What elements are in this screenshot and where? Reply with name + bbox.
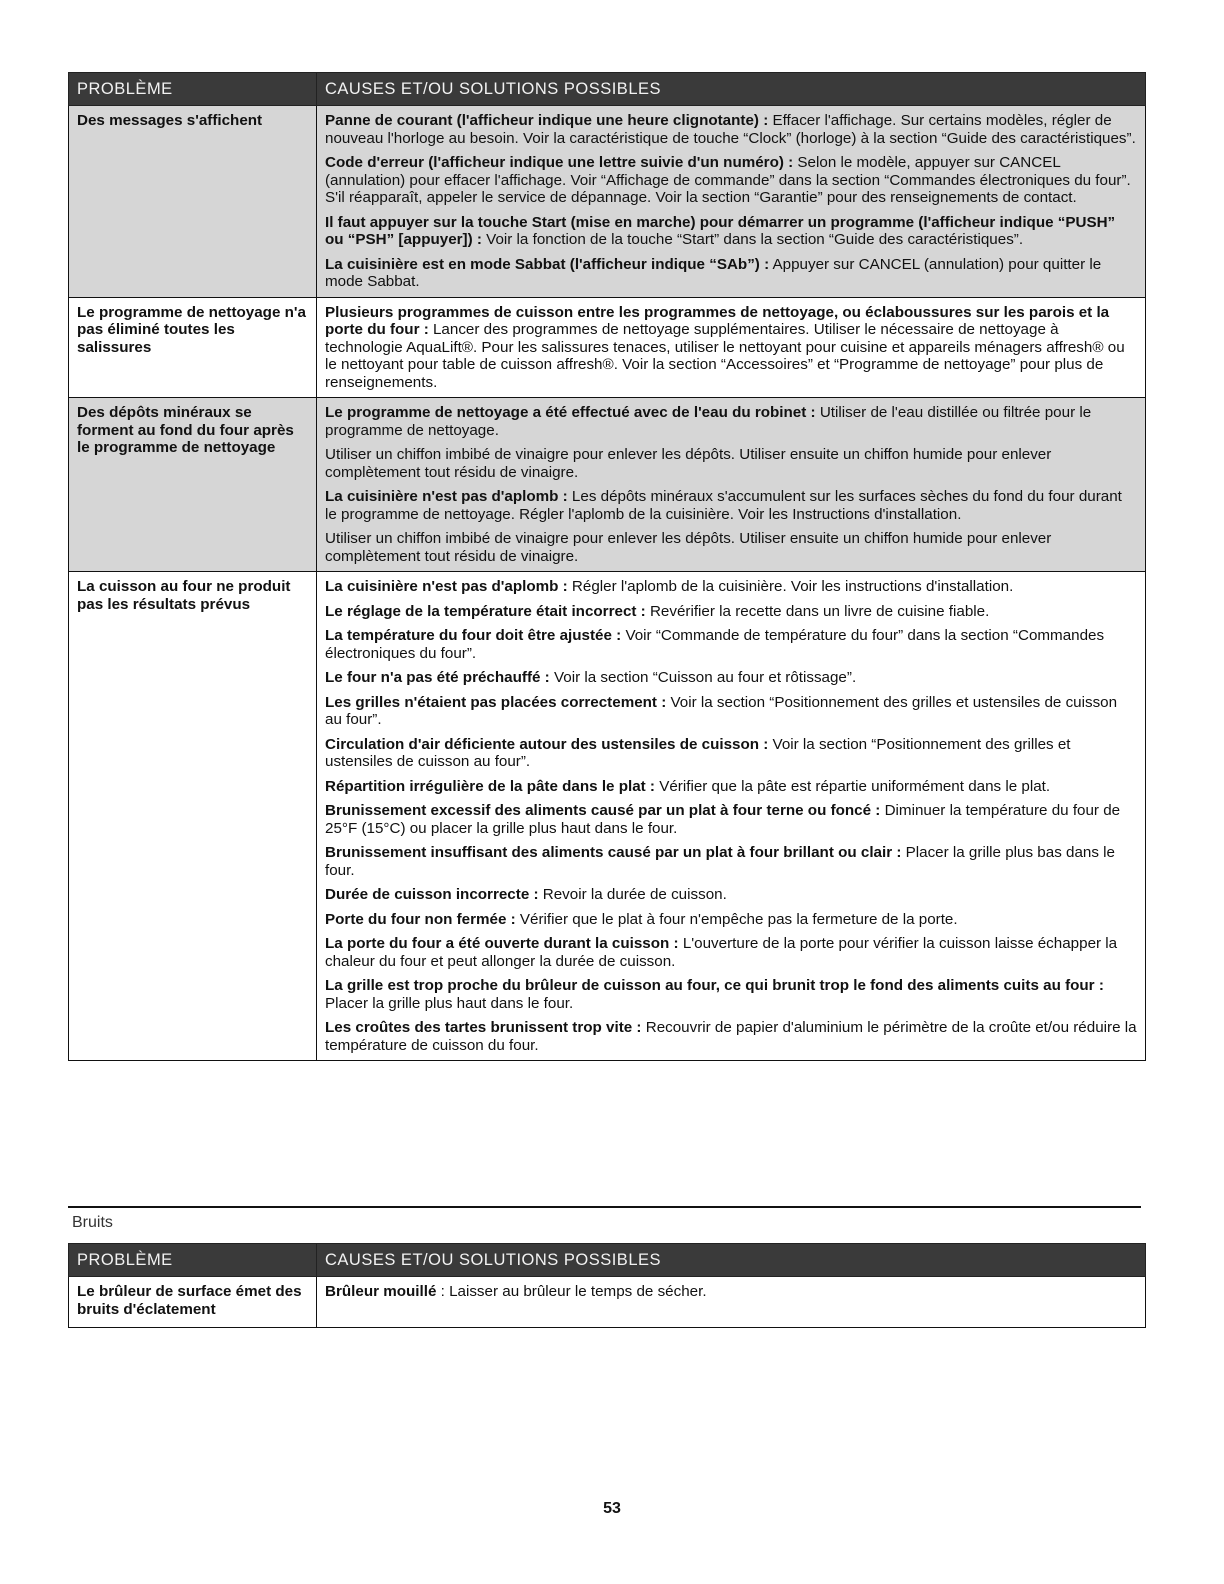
cause-label: La cuisinière n'est pas d'aplomb : [325, 488, 568, 505]
solution-text: Vérifier que la pâte est répartie uniformément dans le plat. [655, 777, 1051, 795]
cause-label: Code d'erreur (l'afficheur indique une lettre suivie d'un numéro) : [325, 154, 794, 171]
section-title: Bruits [72, 1214, 113, 1231]
solution-item [325, 886, 1137, 904]
table-header [69, 1244, 1146, 1277]
cause-label: Plusieurs programmes de cuisson entre les programmes de nettoyage, ou éclaboussures sur les parois et la porte du four : [325, 303, 1110, 338]
cause-label: Le four n'a pas été préchauffé : [325, 669, 550, 686]
solution-item [325, 488, 1137, 523]
table-header [69, 73, 1146, 106]
solution-text: Recouvrir de papier d'aluminium le périmètre de la croûte et/ou réduire la température de cuisson du four. [325, 1019, 1137, 1054]
solution-item [325, 669, 1137, 687]
problem-cell: Le brûleur de surface émet des bruits d'éclatement [69, 1277, 317, 1328]
solution-item [325, 578, 1137, 596]
solution-text: Voir “Commande de température du four” dans la section “Commandes électroniques du four”. [325, 627, 1105, 662]
solution-text: Placer la grille plus haut dans le four. [325, 994, 574, 1012]
solution-text: Voir la section “Cuisson au four et rôtissage”. [549, 669, 857, 686]
table-row [69, 572, 1146, 1061]
solution-text: Placer la grille plus bas dans le four. [325, 844, 1115, 879]
solution-item [325, 446, 1137, 481]
cause-label: Le réglage de la température était incorrect : [325, 602, 646, 620]
solution-item [325, 304, 1137, 392]
solution-item [325, 214, 1137, 249]
solution-item [325, 404, 1137, 439]
cause-label: La grille est trop proche du brûleur de cuisson au four, ce qui brunit trop le fond des aliments cuits au four : [325, 977, 1104, 994]
cause-label: Les croûtes des tartes brunissent trop vite : [325, 1019, 642, 1036]
solution-item [325, 112, 1137, 147]
table-row [69, 1277, 1146, 1328]
solution-text: Diminuer la température du four de 25°F (15°C) ou placer la grille plus haut dans le four. [325, 802, 1121, 837]
solution-item [325, 530, 1137, 565]
solutions-cell [317, 572, 1146, 1061]
cause-label: Panne de courant (l'afficheur indique une heure clignotante) : [325, 112, 769, 129]
solution-item [325, 627, 1137, 662]
solution-text: Régler l'aplomb de la cuisinière. Voir les instructions d'installation. [567, 578, 1014, 595]
solution-text: Utiliser un chiffon imbibé de vinaigre pour enlever les dépôts. Utiliser ensuite un chiffon humide pour enlever complètement tout résidu de vinaigre. [325, 530, 1052, 565]
solution-item [325, 154, 1137, 207]
cause-label: Il faut appuyer sur la touche Start (mise en marche) pour démarrer un programme (l'afficheur indique “PUSH” ou “PSH” [appuyer]) : [325, 213, 1116, 248]
solution-text: Voir la section “Positionnement des grilles et ustensiles de cuisson au four”. [325, 735, 1071, 770]
troubleshooting-table [68, 72, 1146, 1061]
solutions-cell [317, 106, 1146, 298]
cause-label: Brunissement excessif des aliments causé par un plat à four terne ou foncé : [325, 802, 881, 819]
solution-text: Revérifier la recette dans un livre de cuisine fiable. [645, 602, 990, 620]
solution-item [325, 911, 1137, 929]
solution-item [325, 256, 1137, 291]
solution-item [325, 935, 1137, 970]
header-solutions: CAUSES ET/OU SOLUTIONS POSSIBLES [317, 1244, 1146, 1277]
cause-label: Brûleur mouillé [325, 1283, 437, 1300]
solution-text: Vérifier que le plat à four n'empêche pas la fermeture de la porte. [515, 910, 958, 928]
cause-label: La température du four doit être ajustée : [325, 627, 622, 644]
cause-label: Les grilles n'étaient pas placées correctement : [325, 693, 667, 711]
solution-text: Les dépôts minéraux s'accumulent sur les surfaces sèches du fond du four durant le programme de nettoyage. Régler l'aplomb de la cuisinière. Voir les Instructions d'installation. [325, 488, 1122, 523]
header-solutions: CAUSES ET/OU SOLUTIONS POSSIBLES [317, 73, 1146, 106]
problem-cell: Des dépôts minéraux se forment au fond du four après le programme de nettoyage [69, 398, 317, 572]
header-problem: PROBLÈME [69, 1244, 317, 1277]
cause-label: La cuisinière n'est pas d'aplomb : [325, 578, 568, 595]
solution-text: Utiliser un chiffon imbibé de vinaigre pour enlever les dépôts. Utiliser ensuite un chiffon humide pour enlever complètement tout résidu de vinaigre. [325, 446, 1052, 481]
cause-label: Le programme de nettoyage a été effectué avec de l'eau du robinet : [325, 404, 816, 421]
cause-label: La porte du four a été ouverte durant la cuisson : [325, 935, 679, 952]
solution-text: : Laisser au brûleur le temps de sécher. [436, 1283, 707, 1300]
solution-item [325, 844, 1137, 879]
solution-text: Appuyer sur CANCEL (annulation) pour quitter le mode Sabbat. [325, 255, 1102, 290]
solutions-cell [317, 1277, 1146, 1328]
solution-item [325, 694, 1137, 729]
solution-text: Voir la fonction de la touche “Start” dans la section “Guide des caractéristiques”. [481, 231, 1024, 248]
solution-item [325, 977, 1137, 1012]
cause-label: Brunissement insuffisant des aliments causé par un plat à four brillant ou clair : [325, 844, 902, 861]
cause-label: Répartition irrégulière de la pâte dans le plat : [325, 777, 655, 795]
table-row [69, 297, 1146, 398]
solution-item [325, 1019, 1137, 1054]
table-row [69, 106, 1146, 298]
solution-item [325, 1283, 1137, 1301]
solution-text: Utiliser de l'eau distillée ou filtrée pour le programme de nettoyage. [325, 404, 1092, 439]
solution-text: L'ouverture de la porte pour vérifier la cuisson laisse échapper la chaleur du four et peut allonger la durée de cuisson. [325, 935, 1118, 970]
section-divider [68, 1206, 1141, 1208]
solution-item [325, 802, 1137, 837]
solution-text: Effacer l'affichage. Sur certains modèles, régler de nouveau l'horloge au besoin. Voir la caractéristique de touche “Clock” (horloge) à la section “Guide des caractéristiques”. [325, 112, 1136, 147]
solution-item [325, 736, 1137, 771]
cause-label: Porte du four non fermée : [325, 910, 516, 928]
solution-text: Voir la section “Positionnement des grilles et ustensiles de cuisson au four”. [325, 693, 1118, 728]
solution-text: Selon le modèle, appuyer sur CANCEL (annulation) pour effacer l'affichage. Voir “Affichage de commande” dans la section “Commandes électroniques du four”. S'il réapparaît, appeler le service de dépannage. Voir la section “Garantie” pour des renseignements de contact. [325, 154, 1131, 206]
cause-label: La cuisinière est en mode Sabbat (l'afficheur indique “SAb”) : [325, 255, 770, 273]
cause-label: Durée de cuisson incorrecte : [325, 886, 539, 903]
solution-text: Lancer des programmes de nettoyage supplémentaires. Utiliser le nécessaire de nettoyage à technologie AquaLift®. Pour les salissures tenaces, utiliser le nettoyant pour cuisine et appareils ménagers affresh® ou le nettoyant pour table de cuisson affresh®. Voir la section “Accessoires” et “Programme de nettoyage” pour plus de renseignements. [325, 321, 1125, 391]
solutions-cell [317, 297, 1146, 398]
page-number: 53 [603, 1500, 621, 1517]
header-problem: PROBLÈME [69, 73, 317, 106]
problem-cell: La cuisson au four ne produit pas les résultats prévus [69, 572, 317, 1061]
table-row [69, 398, 1146, 572]
solution-item [325, 778, 1137, 796]
solutions-cell [317, 398, 1146, 572]
solution-item [325, 603, 1137, 621]
problem-cell: Des messages s'affichent [69, 106, 317, 298]
problem-cell: Le programme de nettoyage n'a pas éliminé toutes les salissures [69, 297, 317, 398]
cause-label: Circulation d'air déficiente autour des ustensiles de cuisson : [325, 735, 769, 753]
solution-text: Revoir la durée de cuisson. [538, 886, 727, 903]
noise-troubleshooting-table [68, 1243, 1146, 1328]
